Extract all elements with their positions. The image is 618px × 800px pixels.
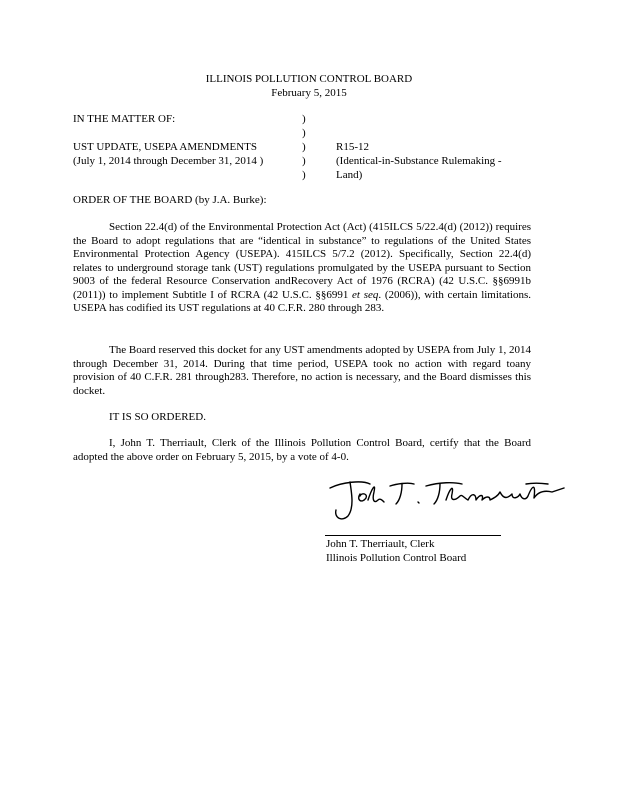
paragraph-certification: I, John T. Therriault, Clerk of the Illinois Pollution Control Board, certify that the Board adopted the above order on February 5, 2015, by a vote of 4-0.	[73, 437, 531, 463]
handwritten-signature	[322, 470, 567, 525]
docket-type-cont: Land)	[336, 169, 363, 181]
in-the-matter-label: IN THE MATTER OF:	[73, 113, 176, 125]
docket-type: (Identical-in-Substance Rulemaking -	[336, 155, 502, 167]
caption-paren: )	[302, 169, 306, 181]
docket-number: R15-12	[336, 141, 369, 153]
caption-paren: )	[302, 141, 306, 153]
case-title: UST UPDATE, USEPA AMENDMENTS	[73, 141, 257, 153]
so-ordered: IT IS SO ORDERED.	[109, 411, 206, 423]
caption-paren: )	[302, 113, 306, 125]
clerk-name: John T. Therriault, Clerk	[326, 538, 435, 550]
paragraph-statutory-basis	[73, 221, 531, 316]
signature-line	[325, 535, 501, 536]
caption-paren: )	[302, 155, 306, 167]
order-heading: ORDER OF THE BOARD (by J.A. Burke):	[73, 194, 267, 206]
italic-citation: et seq	[352, 288, 379, 301]
case-period: (July 1, 2014 through December 31, 2014 )	[73, 155, 264, 167]
board-title: ILLINOIS POLLUTION CONTROL BOARD	[205, 73, 413, 85]
clerk-organization: Illinois Pollution Control Board	[326, 552, 467, 564]
paragraph-dismissal-reason: The Board reserved this docket for any UST amendments adopted by USEPA from July 1, 2014 through December 31, 2014. During that time period, USEPA took no action with regard toany provision of 40 C.F.R. 281 through283. Therefore, no action is necessary, and the Board dismisses this docket.	[73, 344, 531, 397]
paragraph-text-end: . (2006)), with certain limitations. USEPA has codified its UST regulations at 40 C.F.R. 280 through 283.	[73, 288, 532, 314]
caption-paren: )	[302, 127, 306, 139]
order-date: February 5, 2015	[271, 87, 347, 99]
paragraph-text: Section 22.4(d) of the Environmental Protection Act (Act) (415ILCS 5/22.4(d) (2012)) requires the Board to adopt regulations that are “identical in substance” to regulations of the United States Environmental Protection Agency (USEPA). 415ILCS 5/7.2 (2012). Specifically, Section 22.4(d) relates to underground storage tank (UST) regulations promulgated by the USEPA pursuant to Section 9003 of the federal Resource Conservation andRecovery Act of 1976 (RCRA) (42 U.S.C. §§6991b (2011)) to implement Subtitle I of RCRA (42 U.S.C. §§6991	[73, 221, 531, 301]
